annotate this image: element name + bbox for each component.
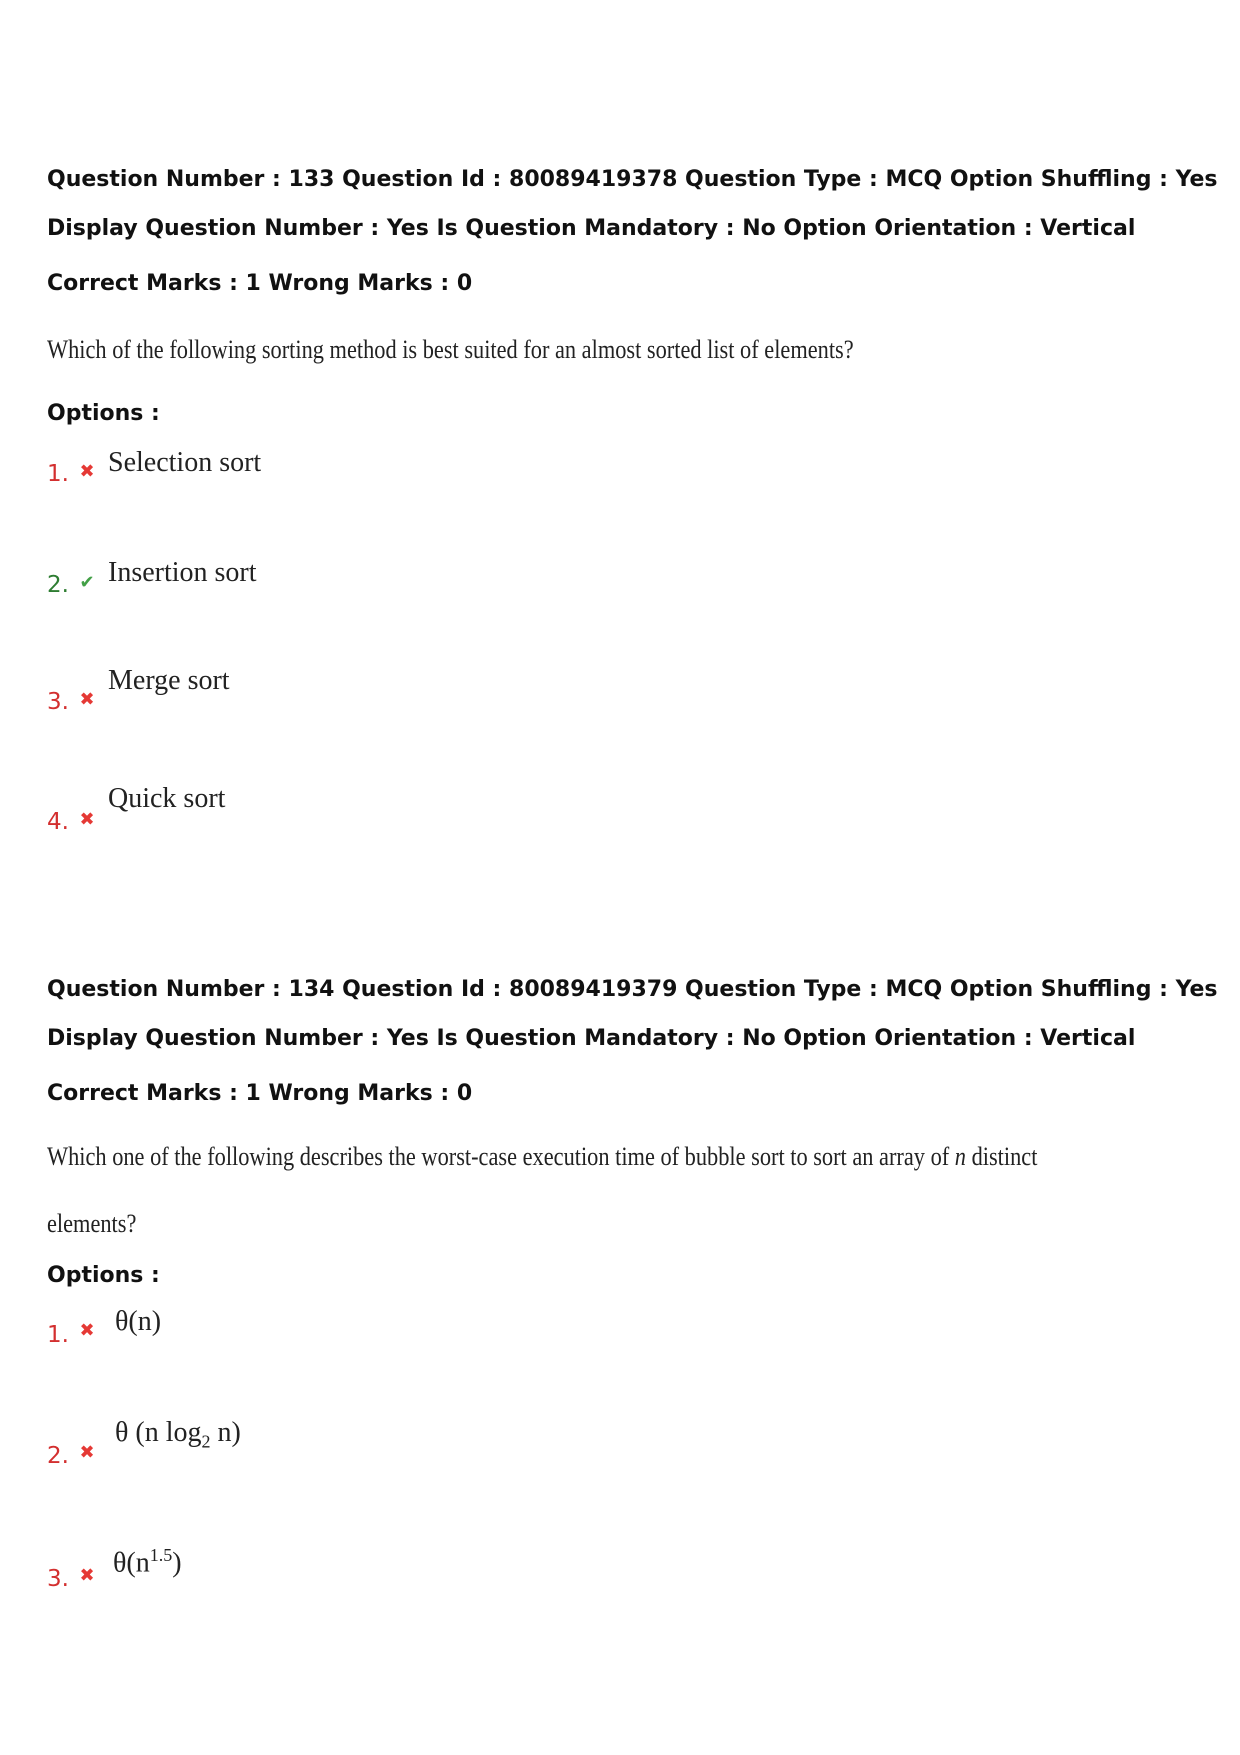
q133-option-1-text: Selection sort: [108, 447, 262, 478]
check-icon: ✔: [79, 572, 95, 593]
q134-option-1-number: 1.: [47, 1322, 69, 1348]
q134-option-3-number: 3.: [47, 1566, 69, 1592]
wrong-icon: ✖: [79, 809, 95, 830]
q133-option-2-number: 2.: [47, 572, 69, 598]
q134-option-2-text: θ (n $\log_2 n$): [115, 1417, 241, 1452]
q134-options-label: Options :: [47, 1263, 160, 1288]
wrong-icon: ✖: [79, 1320, 95, 1341]
q134-option-3-text: $\theta(n^{1.5})$: [113, 1545, 182, 1579]
q134-header-line1: Question Number : 134 Question Id : 80089419379 Question Type : MCQ Option Shuffling : Yes: [47, 977, 1218, 1002]
q134-question-line2: elements?: [47, 1209, 137, 1238]
q133-option-2-text: Insertion sort: [108, 557, 257, 588]
q133-option-3-text: Merge sort: [108, 665, 230, 696]
q133-option-4-text: Quick sort: [108, 783, 226, 814]
wrong-icon: ✖: [79, 461, 95, 482]
q134-question-variable: n: [954, 1142, 966, 1171]
q134-question-line1: Which one of the following describes the worst-case execution time of bubble sort to sort an array of n distinct: [47, 1142, 1038, 1171]
q133-question-text: Which of the following sorting method is best suited for an almost sorted list of elements?: [47, 335, 854, 364]
q133-option-3-number: 3.: [47, 689, 69, 715]
q134-header-line2: Display Question Number : Yes Is Question Mandatory : No Option Orientation : Vertical: [47, 1026, 1136, 1051]
q133-option-4-number: 4.: [47, 809, 69, 835]
wrong-icon: ✖: [79, 689, 95, 710]
q133-header-line2: Display Question Number : Yes Is Question Mandatory : No Option Orientation : Vertical: [47, 216, 1136, 241]
q133-options-label: Options :: [47, 401, 160, 426]
q134-option-1-text: θ(n): [115, 1306, 162, 1337]
wrong-icon: ✖: [79, 1565, 95, 1586]
wrong-icon: ✖: [79, 1442, 95, 1463]
q134-option-2-number: 2.: [47, 1443, 69, 1469]
q133-header-line1: Question Number : 133 Question Id : 80089419378 Question Type : MCQ Option Shuffling : Yes: [47, 167, 1218, 192]
q134-marks: Correct Marks : 1 Wrong Marks : 0: [47, 1081, 473, 1106]
q133-marks: Correct Marks : 1 Wrong Marks : 0: [47, 271, 473, 296]
q133-option-1-number: 1.: [47, 461, 69, 487]
